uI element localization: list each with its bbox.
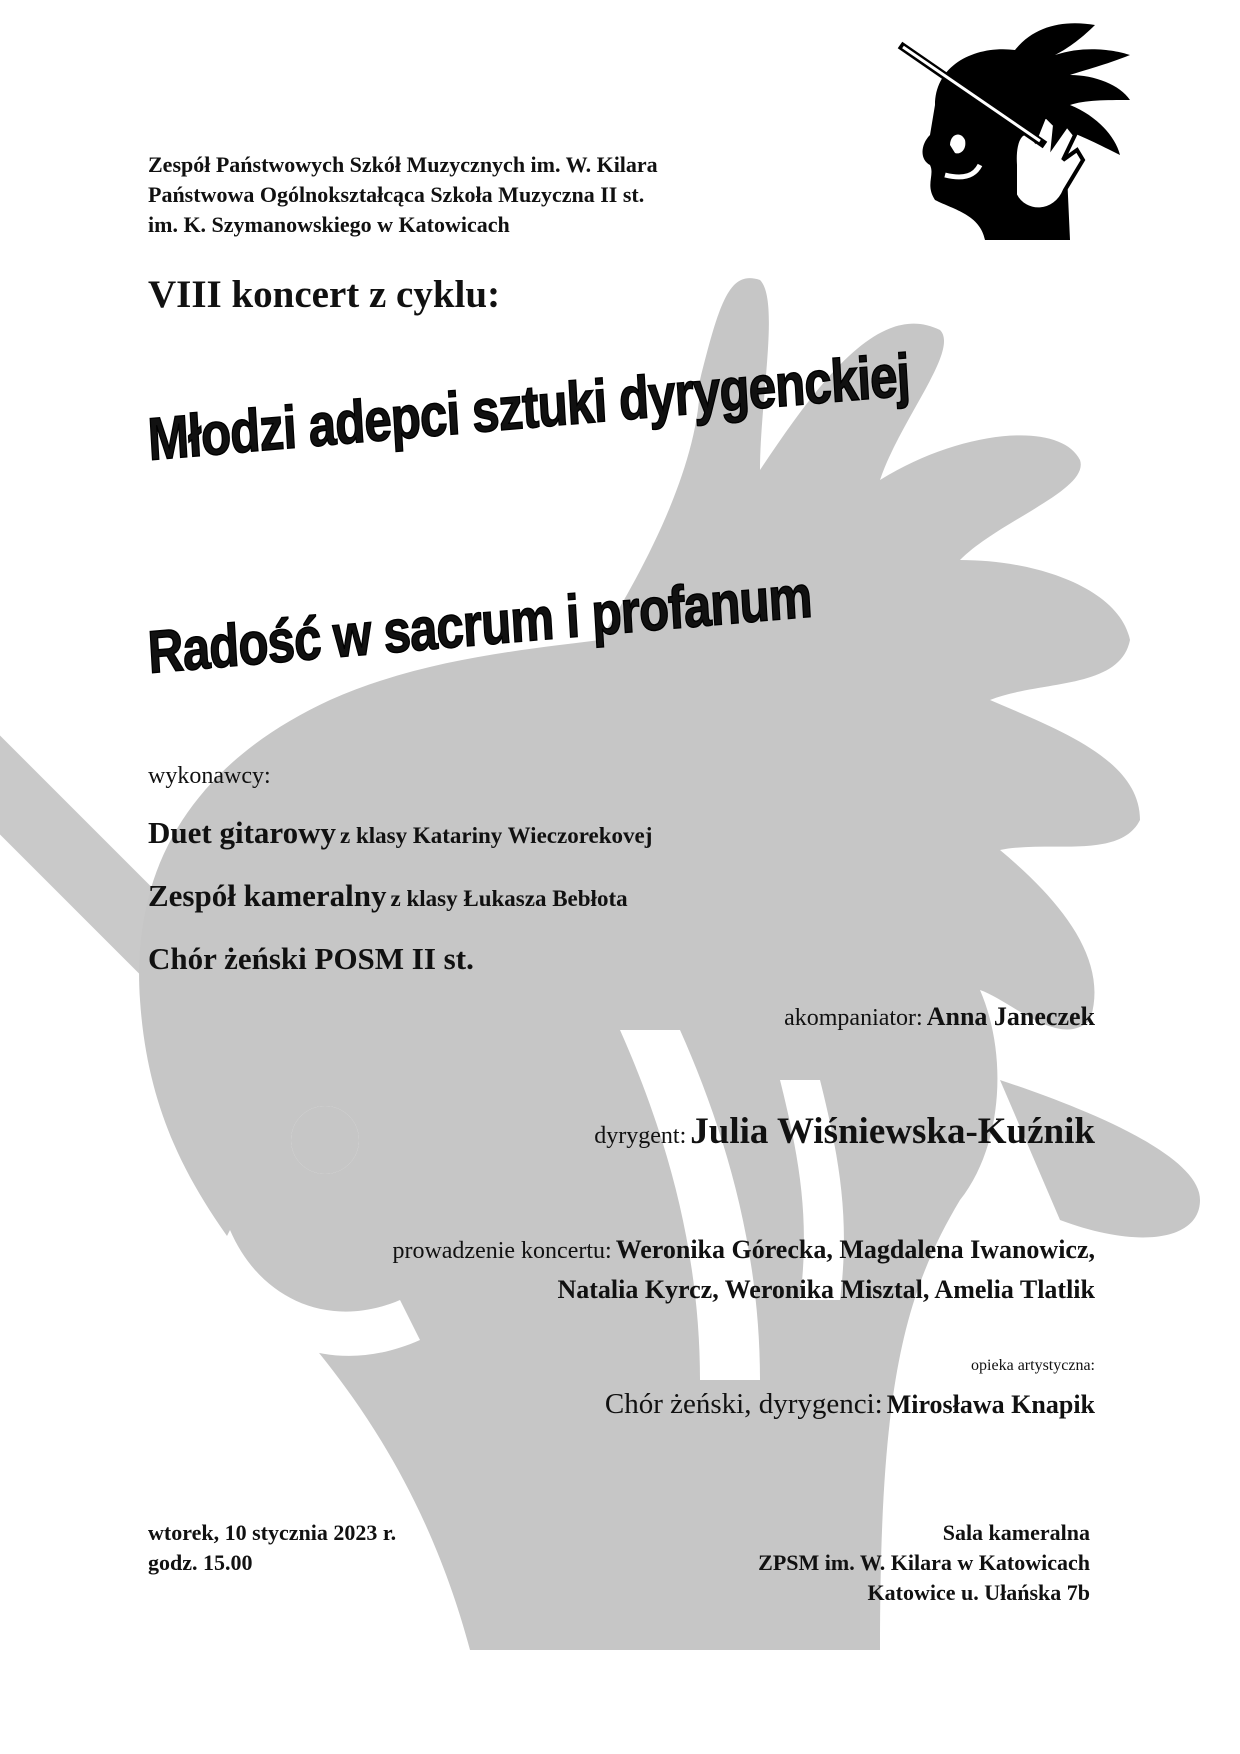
- performer-name: Duet gitarowy: [148, 815, 336, 850]
- performer-detail: z klasy Łukasza Bebłota: [390, 886, 628, 911]
- hosts-names: Natalia Kyrcz, Weronika Misztal, Amelia Tlatlik: [557, 1275, 1095, 1304]
- event-when: [148, 1518, 396, 1578]
- school-header-line: Zespół Państwowych Szkół Muzycznych im. W. Kilara: [148, 152, 658, 177]
- hosts: [392, 1232, 1095, 1308]
- performer-name: Zespół kameralny: [148, 878, 387, 913]
- school-header-line: im. K. Szymanowskiego w Katowicach: [148, 212, 510, 237]
- performer-item: [148, 878, 628, 914]
- performer-item: [148, 815, 652, 851]
- performer-name: Chór żeński POSM II st.: [148, 941, 474, 976]
- accompanist: [784, 1002, 1095, 1032]
- concert-subtitle: Radość w sacrum i profanum: [146, 562, 814, 687]
- artistic-name: Mirosława Knapik: [886, 1390, 1095, 1419]
- artistic-care: [605, 1388, 1095, 1421]
- performers-label: wykonawcy:: [148, 763, 271, 789]
- event-hall: Sala kameralna: [942, 1520, 1090, 1545]
- artistic-label: opieka artystyczna:: [971, 1357, 1095, 1374]
- accompanist-name: Anna Janeczek: [926, 1002, 1095, 1031]
- event-venue: ZPSM im. W. Kilara w Katowicach: [758, 1550, 1090, 1575]
- artistic-sub: Chór żeński, dyrygenci:: [604, 1388, 883, 1420]
- event-date: wtorek, 10 stycznia 2023 r.: [148, 1520, 397, 1545]
- hosts-names: Weronika Górecka, Magdalena Iwanowicz,: [615, 1235, 1095, 1264]
- event-where: [758, 1518, 1090, 1608]
- conductor: [594, 1110, 1095, 1153]
- conductor-label: dyrygent:: [594, 1123, 687, 1149]
- school-header-line: Państwowa Ogólnokształcąca Szkoła Muzyczna II st.: [148, 182, 645, 207]
- event-address: Katowice u. Ułańska 7b: [867, 1580, 1090, 1605]
- series-label: VIII koncert z cyklu:: [148, 273, 501, 316]
- concert-title: Młodzi adepci sztuki dyrygenckiej: [146, 341, 912, 474]
- hosts-label: prowadzenie koncertu:: [392, 1238, 612, 1264]
- performer-detail: z klasy Katariny Wieczorekovej: [339, 823, 653, 848]
- conductor-logo: [895, 15, 1135, 240]
- conductor-name: Julia Wiśniewska-Kuźnik: [690, 1111, 1095, 1152]
- performer-item: [148, 941, 474, 977]
- accompanist-label: akompaniator:: [784, 1005, 923, 1031]
- event-time: godz. 15.00: [148, 1550, 253, 1575]
- school-header: [148, 150, 658, 240]
